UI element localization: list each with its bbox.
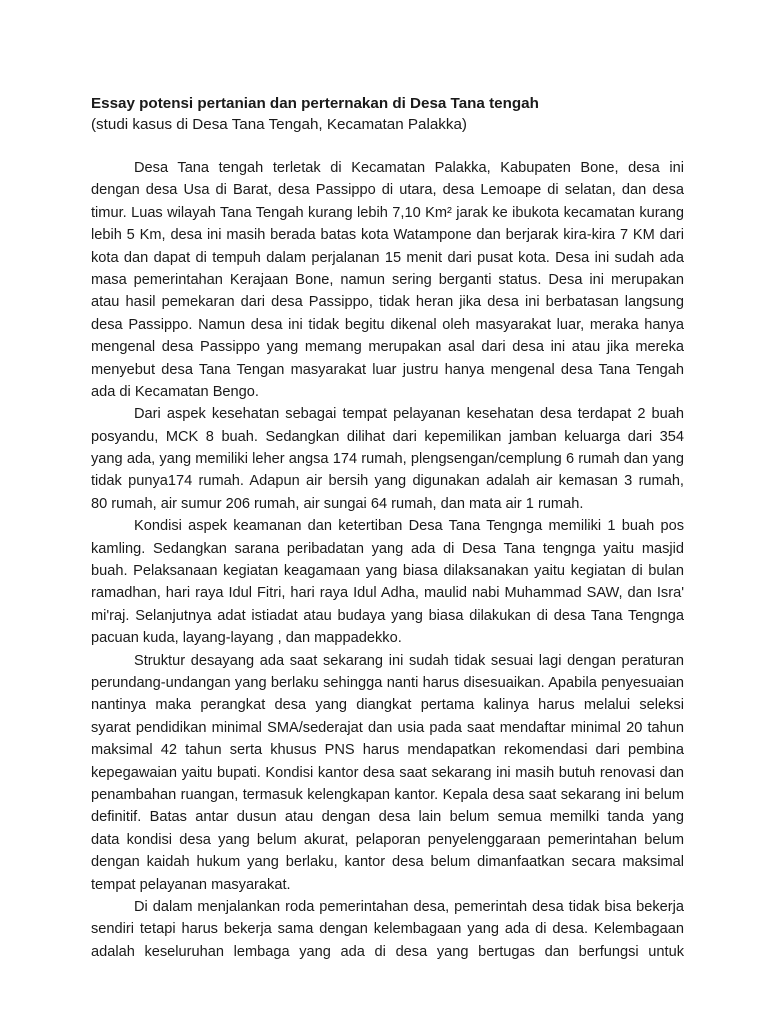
text-line: ada di Kecamatan Bengo. (91, 383, 259, 400)
text-line: atau hasil pemekaran dari desa Passippo, tidak heran jika desa ini berbatasan langsung (91, 294, 684, 311)
text-line: tempat pelayanan masyarakat. (91, 876, 291, 893)
text-line: sendiri tetapi harus bekerja sama dengan kelembagaan yang ada di desa. Kelembagaan (91, 921, 684, 938)
text-line: Kondisi aspek keamanan dan ketertiban Desa Tana Tengnga memiliki 1 buah pos (134, 518, 684, 535)
text-line: kepegawaian yaitu bupati. Kondisi kantor desa saat sekarang ini masih butuh renovasi dan (91, 764, 684, 781)
text-line: maksimal 42 tahun serta khusus PNS harus mendapatkan rekomendasi dari pembina (91, 742, 684, 759)
text-line: adalah keseluruhan lembaga yang ada di desa yang bertugas dan berfungsi untuk (91, 943, 684, 960)
text-line: 80 rumah, air sumur 206 rumah, air sungai 64 rumah, dan mata air 1 rumah. (91, 495, 584, 512)
text-line: posyandu, MCK 8 buah. Sedangkan dilihat dari kepemilikan jamban keluarga dari 354 (91, 428, 684, 445)
text-line: definitif. Batas antar dusun atau dengan desa lain belum semua memilki tanda yang (91, 809, 684, 826)
text-line: yang ada, yang memiliki leher angsa 174 rumah, plengsengan/cemplung 6 rumah dan yang (91, 451, 684, 468)
text-line: Desa Tana tengah terletak di Kecamatan Palakka, Kabupaten Bone, desa ini (134, 160, 684, 176)
text-line: mengenal desa Passippo yang memang merupakan asal dari desa ini atau jika mereka (91, 339, 684, 356)
text-line: timur. Luas wilayah Tana Tengah kurang lebih 7,10 Km² jarak ke ibukota kecamatan kurang (91, 204, 684, 221)
text-line: kota dan dapat di tempuh dalam perjalanan 15 menit dari pusat kota. Desa ini sudah ada (91, 249, 684, 266)
text-line: Di dalam menjalankan roda pemerintahan desa, pemerintah desa tidak bisa bekerja (134, 898, 684, 915)
document-subtitle: (studi kasus di Desa Tana Tengah, Kecamatan Palakka) (91, 116, 467, 133)
text-line: menyebut desa Tana Tengan masyarakat luar justru hanya mengenal desa Tana Tengah (91, 361, 684, 378)
text-line: pacuan kuda, layang-layang , dan mappadekko. (91, 630, 402, 647)
text-line: desa Passippo. Namun desa ini tidak begitu dikenal oleh masyarakat luar, meraka hanya (91, 316, 684, 333)
text-line: kamling. Sedangkan sarana peribadatan yang ada di Desa Tana tengnga yaitu masjid (91, 540, 684, 557)
text-line: buah. Pelaksanaan kegiatan keagamaan yang biasa dilaksanakan yaitu kegiatan di bulan (91, 563, 684, 580)
text-line: lebih 5 Km, desa ini masih berada batas kota Watampone dan berjarak kira-kira 7 KM dari (91, 227, 684, 244)
text-line: dengan kaidah hukum yang berlaku, kantor desa belum dimanfaatkan secara maksimal (91, 854, 684, 871)
text-line: nantinya maka perangkat desa yang diangkat pertama kalinya harus melalui seleksi (91, 697, 684, 714)
text-line: mi'raj. Selanjutnya adat istiadat atau budaya yang biasa dilakukan di desa Tana Tengnga (91, 607, 684, 624)
text-line: Struktur desayang ada saat sekarang ini sudah tidak sesuai lagi dengan peraturan (134, 652, 684, 669)
text-line: tidak punya174 rumah. Adapun air bersih yang digunakan adalah air kemasan 3 rumah, (91, 473, 684, 490)
text-line: Dari aspek kesehatan sebagai tempat pelayanan kesehatan desa terdapat 2 buah (134, 406, 684, 423)
text-line: data kondisi desa yang belum akurat, pelaporan penyelenggaraan pemerintahan belum (91, 831, 684, 848)
text-line: perundang-undangan yang berlaku sehingga nanti harus disesuaikan. Apabila penyesuaian (91, 674, 684, 691)
document-body (91, 157, 684, 963)
document-title: Essay potensi pertanian dan perternakan di Desa Tana tengah (91, 95, 539, 112)
text-line: penambahan ruangan, termasuk kelengkapan kantor. Kepala desa saat sekarang ini belum (91, 786, 684, 803)
text-line: dengan desa Usa di Barat, desa Passippo di utara, desa Lemoape di selatan, dan desa (91, 182, 684, 199)
text-line: ramadhan, hari raya Idul Fitri, hari raya Idul Adha, maulid nabi Muhammad SAW, dan Isra' (91, 585, 684, 602)
text-line: masa pemerintahan Kerajaan Bone, namun sering berganti status. Desa ini merupakan (91, 271, 684, 288)
text-line: syarat pendidikan minimal SMA/sederajat dan usia pada saat mendaftar minimal 20 tahun (91, 719, 684, 736)
